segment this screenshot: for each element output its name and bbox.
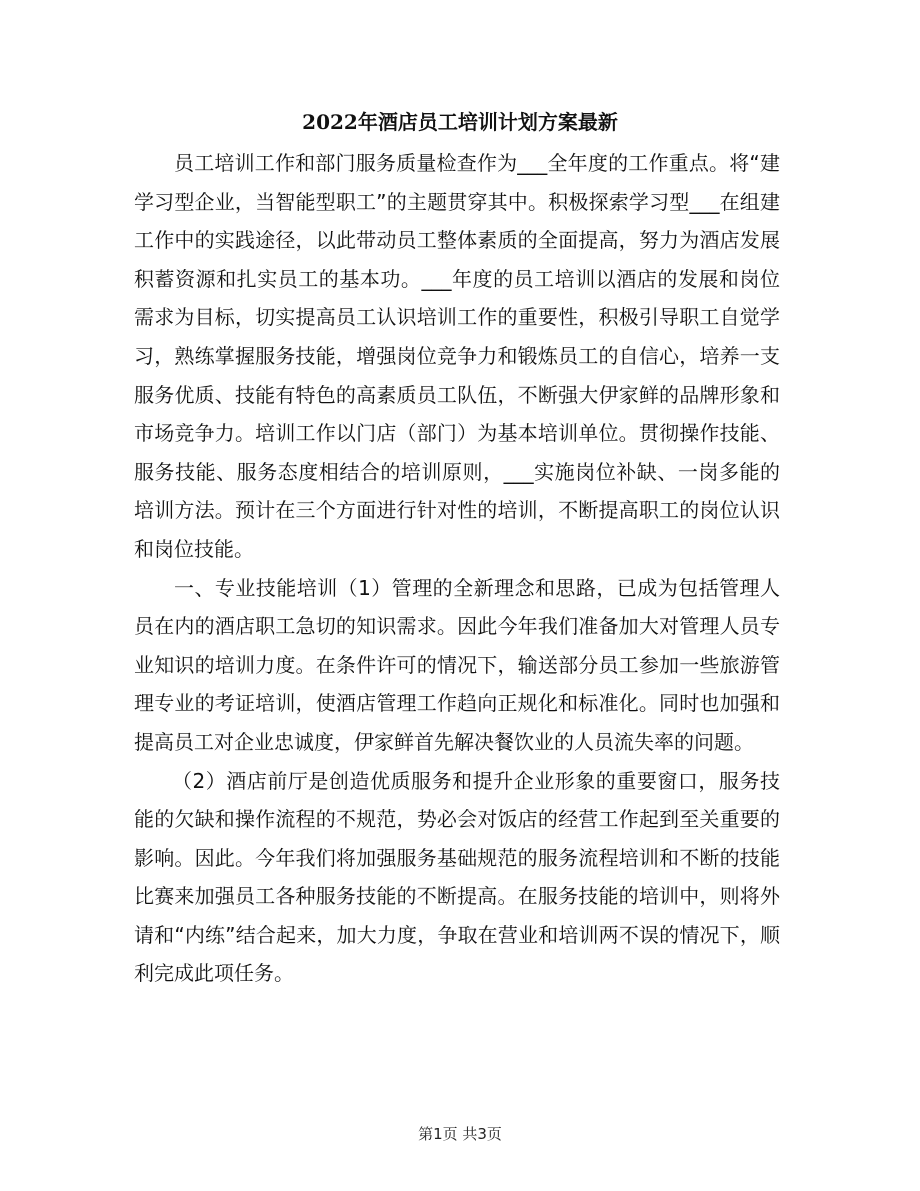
page-number: 第1页 共3页 — [418, 1125, 502, 1143]
paragraph-skill-training-1: 一、专业技能培训（1）管理的全新理念和思路，已成为包括管理人员在内的酒店职工急切的知识需求。因此今年我们准备加大对管理人员专业知识的培训力度。在条件许可的情况下，输送部分员工参加一些旅游管理专业的考证培训，使酒店管理工作趋向正规化和标准化。同时也加强和提高员工对企业忠诚度，伊家鲜首先解决餐饮业的人员流失率的问题。 — [134, 575, 780, 754]
document-title: 2022年酒店员工培训计划方案最新 — [302, 110, 618, 134]
document-body — [134, 144, 780, 993]
paragraph-skill-training-2: （2）酒店前厅是创造优质服务和提升企业形象的重要窗口，服务技能的欠缺和操作流程的不规范，势必会对饭店的经营工作起到至关重要的影响。因此。今年我们将加强服务基础规范的服务流程培训和不断的技能比赛来加强员工各种服务技能的不断提高。在服务技能的培训中，则将外请和“内练”结合起来，加大力度，争取在营业和培训两不误的情况下，顺利完成此项任务。 — [134, 768, 780, 986]
paragraph-intro: 员工培训工作和部门服务质量检查作为___全年度的工作重点。将“建学习型企业，当智能型职工”的主题贯穿其中。积极探索学习型___在组建工作中的实践途径，以此带动员工整体素质的全面提高，努力为酒店发展积蓄资源和扎实员工的基本功。___年度的员工培训以酒店的发展和岗位需求为目标，切实提高员工认识培训工作的重要性，积极引导职工自觉学习，熟练掌握服务技能，增强岗位竞争力和锻炼员工的自信心，培养一支服务优质、技能有特色的高素质员工队伍，不断强大伊家鲜的品牌形象和市场竞争力。培训工作以门店（部门）为基本培训单位。贯彻操作技能、服务技能、服务态度相结合的培训原则，___实施岗位补缺、一岗多能的培训方法。预计在三个方面进行针对性的培训，不断提高职工的岗位认识和岗位技能。 — [134, 151, 780, 561]
